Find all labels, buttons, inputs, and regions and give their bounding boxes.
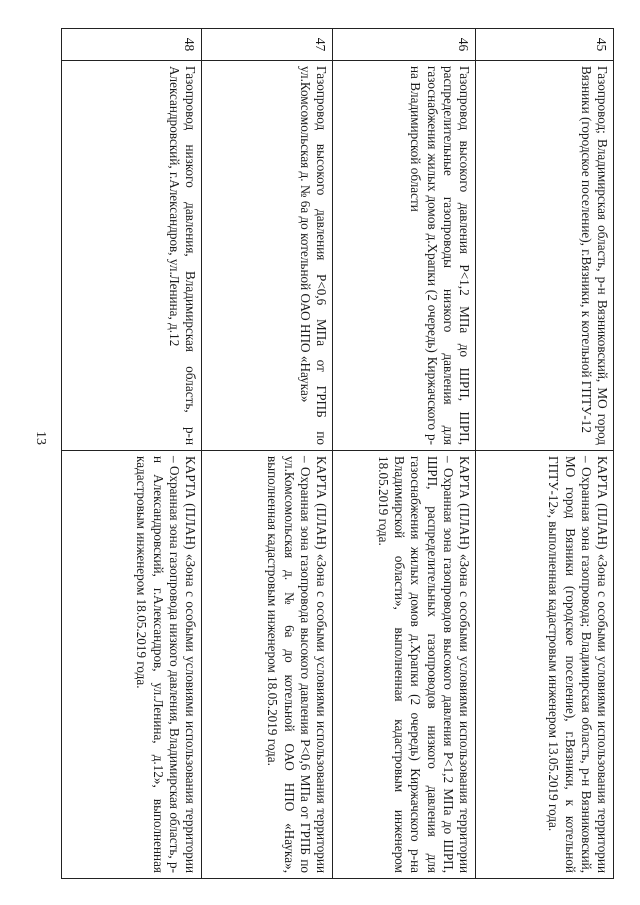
row-number: 45 bbox=[476, 29, 614, 61]
map-document-description: КАРТА (ПЛАН) «Зона с особыми условиями использования территории – Охранная зона газопровода; Владимирская область, р-н Вязниковский, МО город Вязники (городское поселение), г.Вязники, к котельной ГПТУ-12», выполненная кадастровым инженером 13.05.2019 года. bbox=[476, 451, 614, 879]
row-number: 48 bbox=[62, 29, 202, 61]
row-number: 46 bbox=[333, 29, 476, 61]
table-row bbox=[62, 29, 202, 879]
map-document-description: КАРТА (ПЛАН) «Зона с особыми условиями использования территории – Охранная зона газопровода высокого давления Р<0,6 МПа от ГРПБ по ул.Комсомольская д. № 6а до котельной ОАО НПО «Наука», выполненная кадастровым инженером 18.05.2019 года. bbox=[202, 451, 333, 879]
table-row bbox=[202, 29, 333, 879]
object-description: Газопровод высокого давления Р<1,2 МПа до ШРП, ШРП, распределительные газопроводы низкого давления для газоснабжения жилых домов д.Храпки (2 очередь) Киржачского р-на Владимирской области bbox=[333, 61, 476, 451]
table-row bbox=[476, 29, 614, 879]
page-number: 13 bbox=[33, 431, 48, 445]
object-description: Газопровод высокого давления Р<0,6 МПа от ГРПБ по ул.Комсомольская д. № 6а до котельной ОАО НПО «Наука» bbox=[202, 61, 333, 451]
object-description: Газопровод; Владимирская область, р-н Вязниковский, МО город Вязники (городское поселение), г.Вязники, к котельной ГПТУ-12 bbox=[476, 61, 614, 451]
map-document-description: КАРТА (ПЛАН) «Зона с особыми условиями использования территории – Охранная зона газопроводов высокого давления Р<1,2 МПа до ШРП, ШРП, распределительных газопроводов низкого давления для газоснабжения жилых домов д.Храпки (2 очередь) Киржачского р-на Владимирской области», выполненная кадастровым инженером 18.05.2019 года. bbox=[333, 451, 476, 879]
table-row bbox=[333, 29, 476, 879]
map-document-description: КАРТА (ПЛАН) «Зона с особыми условиями использования территории – Охранная зона газопровода низкого давления, Владимирская область, р-н Александровский, г.Александров, ул.Ленина, д.12», выполненная кадастровым инженером 18.05.2019 года. bbox=[62, 451, 202, 879]
row-number: 47 bbox=[202, 29, 333, 61]
gas-pipeline-table bbox=[61, 28, 614, 879]
table-container bbox=[62, 28, 614, 878]
object-description: Газопровод низкого давления, Владимирская область, р-н Александровский, г.Александров, ул.Ленина, д.12 bbox=[62, 61, 202, 451]
